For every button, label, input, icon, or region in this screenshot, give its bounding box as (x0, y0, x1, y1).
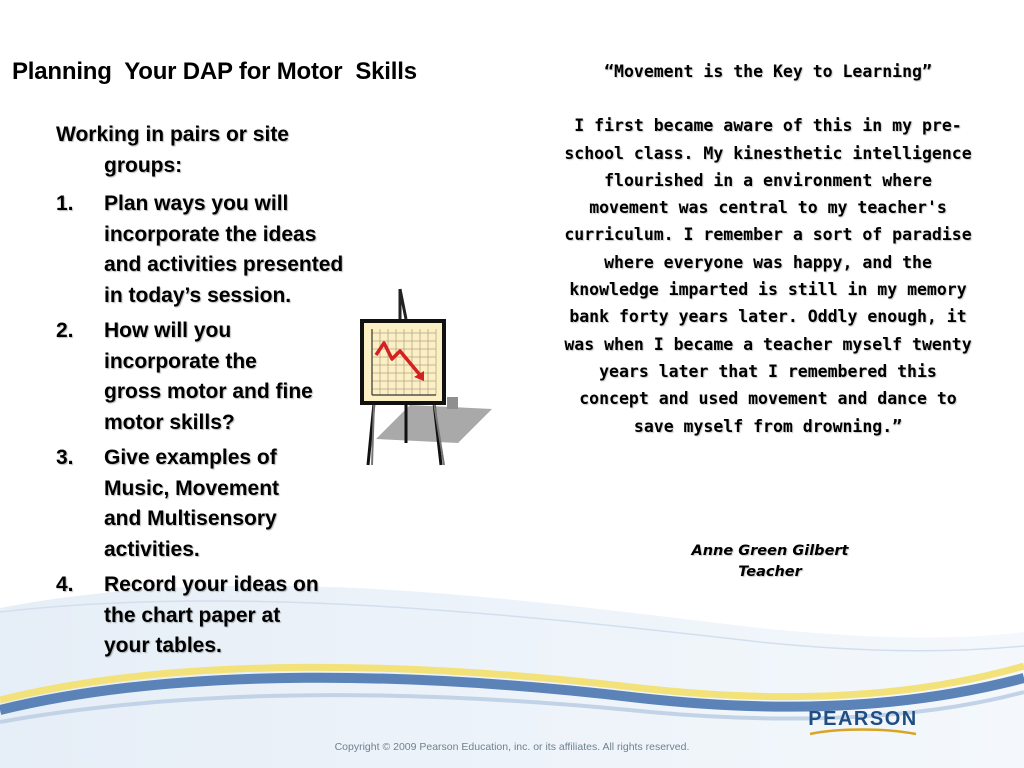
list-item (56, 316, 356, 438)
list-item-text: Plan ways you will incorporate the ideas and activities presented in today’s session. (104, 192, 344, 307)
slide-title: Planning Your DAP for Motor Skills (12, 58, 417, 85)
list-item (56, 443, 356, 565)
list-item-text: How will you incorporate the gross motor and fine motor skills? (104, 319, 313, 434)
list-item-text: Give examples of Music, Movement and Multisensory activities. (104, 446, 280, 561)
list-item-number: 3. (56, 446, 74, 469)
copyright-notice: Copyright © 2009 Pearson Education, inc. or its affiliates. All rights reserved. (334, 741, 690, 753)
logo-text: PEARSON (808, 708, 918, 730)
easel-chart-icon (350, 285, 500, 470)
pearson-logo (808, 704, 918, 740)
instructions-intro: Working in pairs or site groups: (56, 123, 289, 177)
quote-block (562, 58, 974, 440)
quote-attribution (620, 541, 920, 583)
list-item-number: 1. (56, 192, 74, 215)
quote-body: I first became aware of this in my pre-school class. My kinesthetic intelligence flourished in a environment where movement was central to my teacher's curriculum. I remember a sort of paradise where everyone was happy, and the knowledge imparted is still in my memory bank forty years later. Oddly enough, it was when I became a teacher myself twenty years later that I remembered this concept and used movement and dance to save myself from drowning.” (564, 116, 972, 436)
instructions-block (56, 120, 356, 667)
list-item-number: 2. (56, 319, 74, 342)
quote-title: “Movement is the Key to Learning” (604, 62, 932, 81)
list-item (56, 189, 356, 311)
instruction-list (56, 189, 356, 662)
list-item-number: 4. (56, 573, 74, 596)
list-item-text: Record your ideas on the chart paper at your tables. (104, 573, 319, 657)
author-role: Teacher (738, 564, 802, 580)
author-name: Anne Green Gilbert (691, 543, 849, 559)
list-item (56, 570, 356, 662)
